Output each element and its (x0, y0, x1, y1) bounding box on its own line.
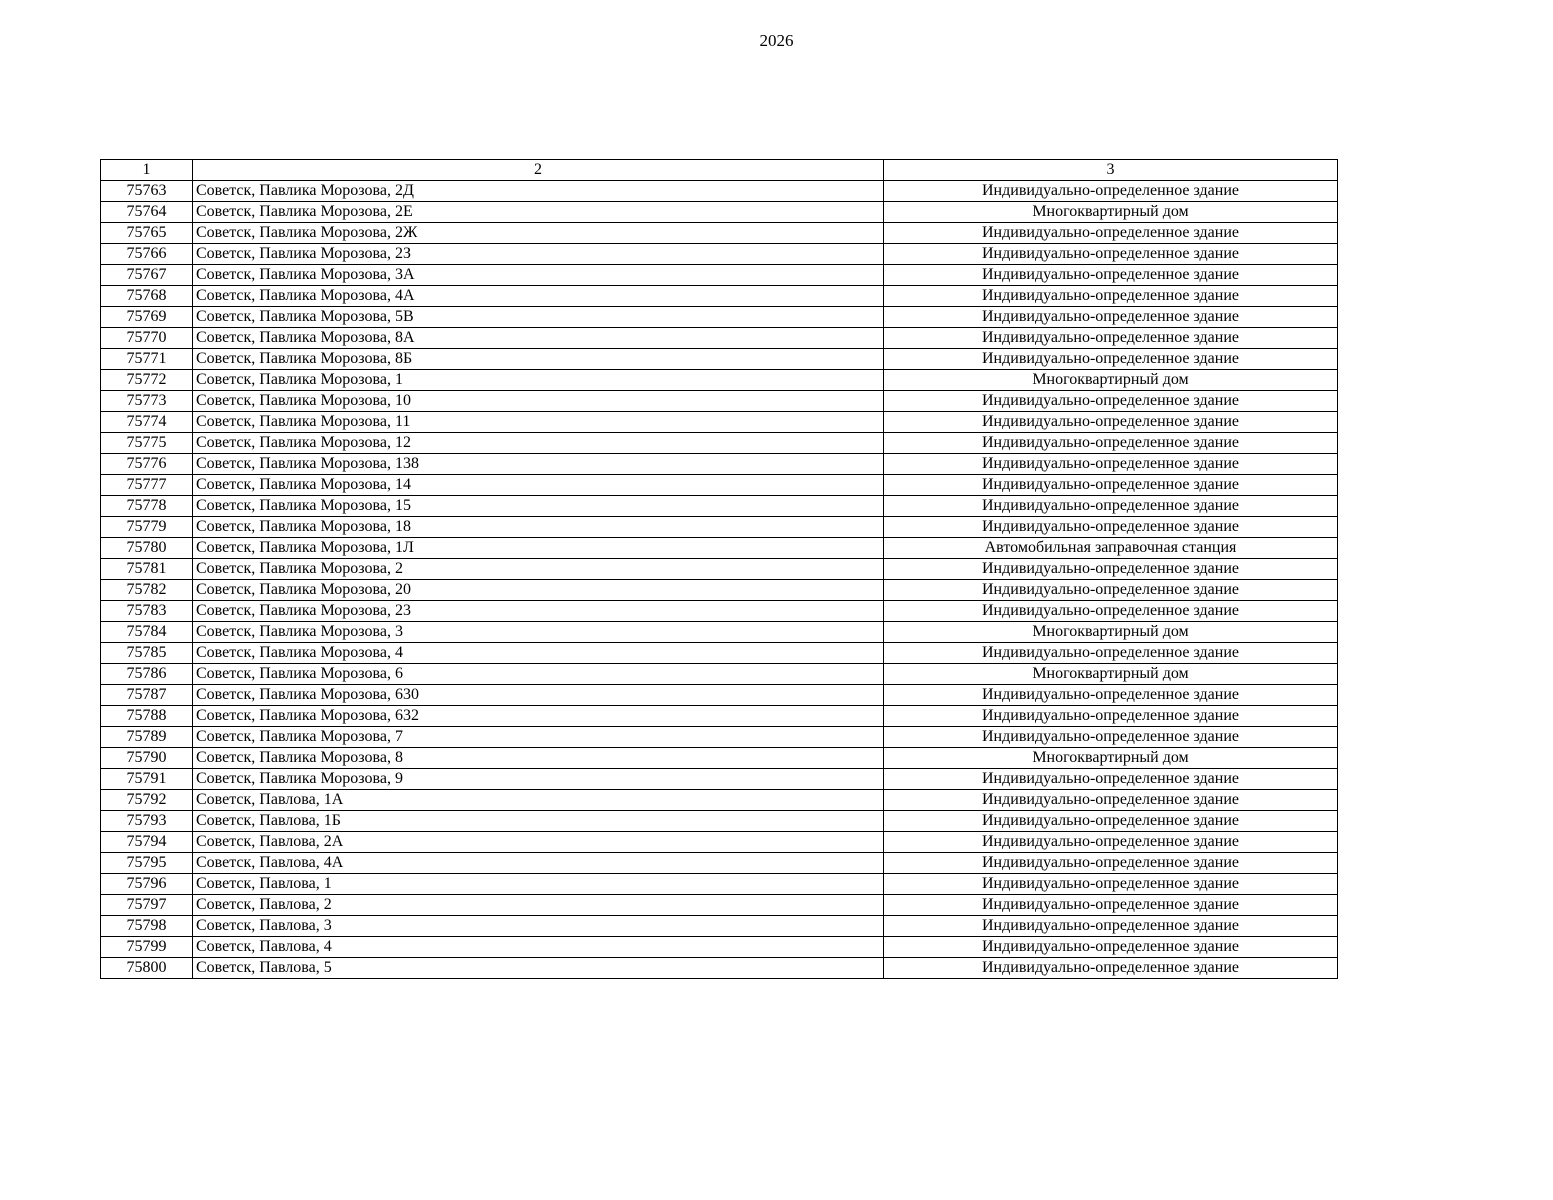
record-number: 75776 (101, 454, 193, 475)
address-cell: Советск, Павлика Морозова, 8 (193, 748, 884, 769)
page-number: 2026 (759, 31, 794, 50)
record-number: 75778 (101, 496, 193, 517)
table-row (101, 412, 1338, 433)
object-type-cell: Многоквартирный дом (884, 370, 1338, 391)
record-number: 75768 (101, 286, 193, 307)
object-type-cell: Многоквартирный дом (884, 202, 1338, 223)
record-number: 75788 (101, 706, 193, 727)
address-cell: Советск, Павлова, 2 (193, 895, 884, 916)
table-row (101, 181, 1338, 202)
address-cell: Советск, Павлика Морозова, 1Л (193, 538, 884, 559)
address-cell: Советск, Павлика Морозова, 18 (193, 517, 884, 538)
object-type-cell: Индивидуально-определенное здание (884, 685, 1338, 706)
table-row (101, 601, 1338, 622)
table-row (101, 727, 1338, 748)
object-type-cell: Индивидуально-определенное здание (884, 244, 1338, 265)
record-number: 75792 (101, 790, 193, 811)
object-type-cell: Индивидуально-определенное здание (884, 433, 1338, 454)
table-row (101, 811, 1338, 832)
record-number: 75786 (101, 664, 193, 685)
object-type-cell: Индивидуально-определенное здание (884, 223, 1338, 244)
address-cell: Советск, Павлика Морозова, 15 (193, 496, 884, 517)
object-type-cell: Индивидуально-определенное здание (884, 727, 1338, 748)
address-cell: Советск, Павлика Морозова, 11 (193, 412, 884, 433)
address-cell: Советск, Павлика Морозова, 7 (193, 727, 884, 748)
table-row (101, 559, 1338, 580)
object-type-cell: Индивидуально-определенное здание (884, 559, 1338, 580)
table-row (101, 664, 1338, 685)
table-row (101, 307, 1338, 328)
object-type-cell: Индивидуально-определенное здание (884, 349, 1338, 370)
object-type-cell: Индивидуально-определенное здание (884, 517, 1338, 538)
table-row (101, 622, 1338, 643)
address-cell: Советск, Павлова, 4 (193, 937, 884, 958)
table-row (101, 370, 1338, 391)
object-type-cell: Многоквартирный дом (884, 622, 1338, 643)
address-cell: Советск, Павлика Морозова, 23 (193, 601, 884, 622)
record-number: 75789 (101, 727, 193, 748)
table-row (101, 223, 1338, 244)
object-type-cell: Индивидуально-определенное здание (884, 790, 1338, 811)
record-number: 75790 (101, 748, 193, 769)
address-cell: Советск, Павлика Морозова, 9 (193, 769, 884, 790)
address-cell: Советск, Павлика Морозова, 3 (193, 622, 884, 643)
table-row (101, 748, 1338, 769)
record-number: 75793 (101, 811, 193, 832)
record-number: 75767 (101, 265, 193, 286)
object-type-cell: Индивидуально-определенное здание (884, 286, 1338, 307)
address-cell: Советск, Павлова, 1А (193, 790, 884, 811)
object-type-cell: Индивидуально-определенное здание (884, 580, 1338, 601)
table-row (101, 643, 1338, 664)
object-type-cell: Индивидуально-определенное здание (884, 265, 1338, 286)
table-row (101, 874, 1338, 895)
address-cell: Советск, Павлова, 5 (193, 958, 884, 979)
address-cell: Советск, Павлика Морозова, 4А (193, 286, 884, 307)
registry-table (100, 159, 1338, 979)
table-row (101, 265, 1338, 286)
address-cell: Советск, Павлова, 3 (193, 916, 884, 937)
address-cell: Советск, Павлика Морозова, 3А (193, 265, 884, 286)
table-row (101, 769, 1338, 790)
record-number: 75771 (101, 349, 193, 370)
address-cell: Советск, Павлика Морозова, 5В (193, 307, 884, 328)
address-cell: Советск, Павлика Морозова, 4 (193, 643, 884, 664)
record-number: 75797 (101, 895, 193, 916)
address-cell: Советск, Павлика Морозова, 2Е (193, 202, 884, 223)
record-number: 75763 (101, 181, 193, 202)
address-cell: Советск, Павлика Морозова, 2Ж (193, 223, 884, 244)
record-number: 75785 (101, 643, 193, 664)
address-cell: Советск, Павлика Морозова, 630 (193, 685, 884, 706)
object-type-cell: Индивидуально-определенное здание (884, 853, 1338, 874)
record-number: 75769 (101, 307, 193, 328)
table-row (101, 685, 1338, 706)
object-type-cell: Многоквартирный дом (884, 748, 1338, 769)
table-row (101, 790, 1338, 811)
object-type-cell: Индивидуально-определенное здание (884, 811, 1338, 832)
column-header-2: 2 (193, 160, 884, 181)
record-number: 75765 (101, 223, 193, 244)
object-type-cell: Индивидуально-определенное здание (884, 937, 1338, 958)
record-number: 75799 (101, 937, 193, 958)
record-number: 75800 (101, 958, 193, 979)
object-type-cell: Индивидуально-определенное здание (884, 496, 1338, 517)
record-number: 75794 (101, 832, 193, 853)
object-type-cell: Индивидуально-определенное здание (884, 454, 1338, 475)
address-cell: Советск, Павлика Морозова, 6 (193, 664, 884, 685)
table-row (101, 391, 1338, 412)
table-row (101, 895, 1338, 916)
record-number: 75783 (101, 601, 193, 622)
address-cell: Советск, Павлика Морозова, 1 (193, 370, 884, 391)
column-header-3: 3 (884, 160, 1338, 181)
record-number: 75781 (101, 559, 193, 580)
address-cell: Советск, Павлова, 4А (193, 853, 884, 874)
object-type-cell: Индивидуально-определенное здание (884, 874, 1338, 895)
address-cell: Советск, Павлика Морозова, 8Б (193, 349, 884, 370)
object-type-cell: Автомобильная заправочная станция (884, 538, 1338, 559)
object-type-cell: Индивидуально-определенное здание (884, 643, 1338, 664)
address-cell: Советск, Павлика Морозова, 20 (193, 580, 884, 601)
record-number: 75798 (101, 916, 193, 937)
object-type-cell: Индивидуально-определенное здание (884, 769, 1338, 790)
record-number: 75774 (101, 412, 193, 433)
table-row (101, 286, 1338, 307)
column-header-1: 1 (101, 160, 193, 181)
address-cell: Советск, Павлика Морозова, 2З (193, 244, 884, 265)
table-row (101, 958, 1338, 979)
address-cell: Советск, Павлика Морозова, 10 (193, 391, 884, 412)
object-type-cell: Индивидуально-определенное здание (884, 181, 1338, 202)
table-row (101, 517, 1338, 538)
table-row (101, 832, 1338, 853)
record-number: 75795 (101, 853, 193, 874)
object-type-cell: Индивидуально-определенное здание (884, 475, 1338, 496)
record-number: 75784 (101, 622, 193, 643)
table-row (101, 538, 1338, 559)
object-type-cell: Индивидуально-определенное здание (884, 328, 1338, 349)
table-row (101, 937, 1338, 958)
table-row (101, 475, 1338, 496)
table-body (101, 181, 1338, 979)
record-number: 75773 (101, 391, 193, 412)
record-number: 75782 (101, 580, 193, 601)
table-row (101, 853, 1338, 874)
table-row (101, 349, 1338, 370)
object-type-cell: Индивидуально-определенное здание (884, 895, 1338, 916)
table-row (101, 916, 1338, 937)
address-cell: Советск, Павлика Морозова, 14 (193, 475, 884, 496)
address-cell: Советск, Павлова, 2А (193, 832, 884, 853)
table-row (101, 580, 1338, 601)
record-number: 75764 (101, 202, 193, 223)
record-number: 75770 (101, 328, 193, 349)
table-row (101, 433, 1338, 454)
header-row (101, 160, 1338, 181)
record-number: 75780 (101, 538, 193, 559)
object-type-cell: Индивидуально-определенное здание (884, 601, 1338, 622)
address-cell: Советск, Павлика Морозова, 2Д (193, 181, 884, 202)
object-type-cell: Многоквартирный дом (884, 664, 1338, 685)
address-cell: Советск, Павлова, 1 (193, 874, 884, 895)
object-type-cell: Индивидуально-определенное здание (884, 391, 1338, 412)
object-type-cell: Индивидуально-определенное здание (884, 706, 1338, 727)
record-number: 75772 (101, 370, 193, 391)
object-type-cell: Индивидуально-определенное здание (884, 958, 1338, 979)
address-cell: Советск, Павлика Морозова, 2 (193, 559, 884, 580)
record-number: 75775 (101, 433, 193, 454)
object-type-cell: Индивидуально-определенное здание (884, 412, 1338, 433)
address-cell: Советск, Павлова, 1Б (193, 811, 884, 832)
record-number: 75779 (101, 517, 193, 538)
address-cell: Советск, Павлика Морозова, 12 (193, 433, 884, 454)
record-number: 75791 (101, 769, 193, 790)
record-number: 75766 (101, 244, 193, 265)
object-type-cell: Индивидуально-определенное здание (884, 916, 1338, 937)
object-type-cell: Индивидуально-определенное здание (884, 832, 1338, 853)
record-number: 75777 (101, 475, 193, 496)
address-cell: Советск, Павлика Морозова, 632 (193, 706, 884, 727)
record-number: 75787 (101, 685, 193, 706)
record-number: 75796 (101, 874, 193, 895)
table-row (101, 244, 1338, 265)
address-cell: Советск, Павлика Морозова, 8А (193, 328, 884, 349)
table-row (101, 454, 1338, 475)
table-row (101, 202, 1338, 223)
object-type-cell: Индивидуально-определенное здание (884, 307, 1338, 328)
table-row (101, 328, 1338, 349)
address-cell: Советск, Павлика Морозова, 138 (193, 454, 884, 475)
table-row (101, 706, 1338, 727)
table-row (101, 496, 1338, 517)
